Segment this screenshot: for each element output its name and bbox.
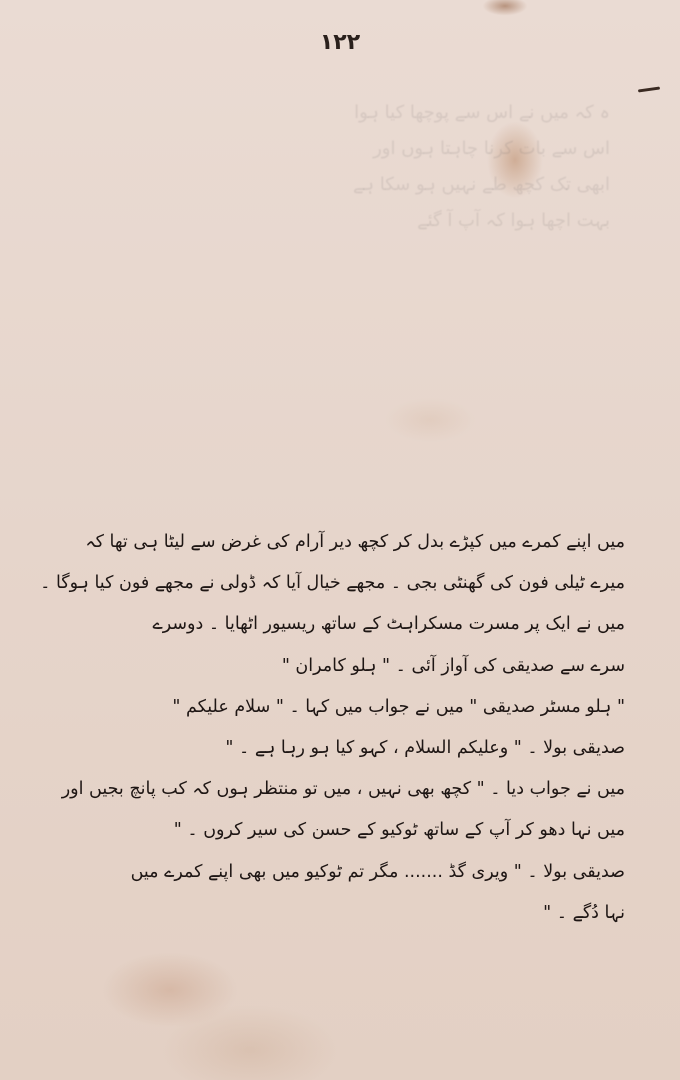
page-number: ۱۲۲	[319, 30, 361, 55]
text-line: صدیقی بولا ۔ " وعلیکم السلام ، کہو کیا ہو رہا ہے ۔ "	[225, 738, 625, 759]
text-line: صدیقی بولا ۔ " ویری گڈ ....... مگر تم ٹوکیو میں بھی اپنے کمرے میں	[130, 861, 625, 882]
text-line: سرے سے صدیقی کی آواز آئی ۔ " ہلو کامران "	[281, 655, 625, 676]
bleed-line: ابھی تک کچھ طے نہیں ہو سکا ہے	[352, 174, 610, 195]
text-line: میں نہا دھو کر آپ کے ساتھ ٹوکیو کے حسن کی سیر کروں ۔ "	[173, 820, 625, 841]
text-line: " ہلو مسٹر صدیقی " میں نے جواب میں کہا ۔ " سلام علیکم "	[172, 696, 625, 717]
bleed-through-text	[90, 95, 610, 239]
text-line: میں اپنے کمرے میں کپڑے بدل کر کچھ دیر آرام کی غرض سے لیٹا ہی تھا کہ	[85, 532, 625, 552]
bleed-line: ہ کہ میں نے اس سے پوچھا کیا ہوا	[354, 102, 610, 123]
text-line: میرے ٹیلی فون کی گھنٹی بجی ۔ مجھے خیال آیا کہ ڈولی نے مجھے فون کیا ہوگا ۔	[40, 573, 625, 594]
margin-ink-mark	[638, 86, 660, 92]
text-line: نہا دُگے ۔ "	[543, 902, 625, 923]
bleed-line: اس سے بات کرنا چاہتا ہوں اور	[373, 138, 610, 159]
bleed-line: بہت اچھا ہوا کہ آپ آ گئے	[417, 210, 610, 231]
handwritten-text-block	[30, 522, 625, 934]
text-line: میں نے ایک پر مسرت مسکراہٹ کے ساتھ ریسیور اٹھایا ۔ دوسرے	[152, 614, 625, 635]
text-line: میں نے جواب دیا ۔ " کچھ بھی نہیں ، میں تو منتظر ہوں کہ کب پانچ بجیں اور	[61, 779, 625, 800]
